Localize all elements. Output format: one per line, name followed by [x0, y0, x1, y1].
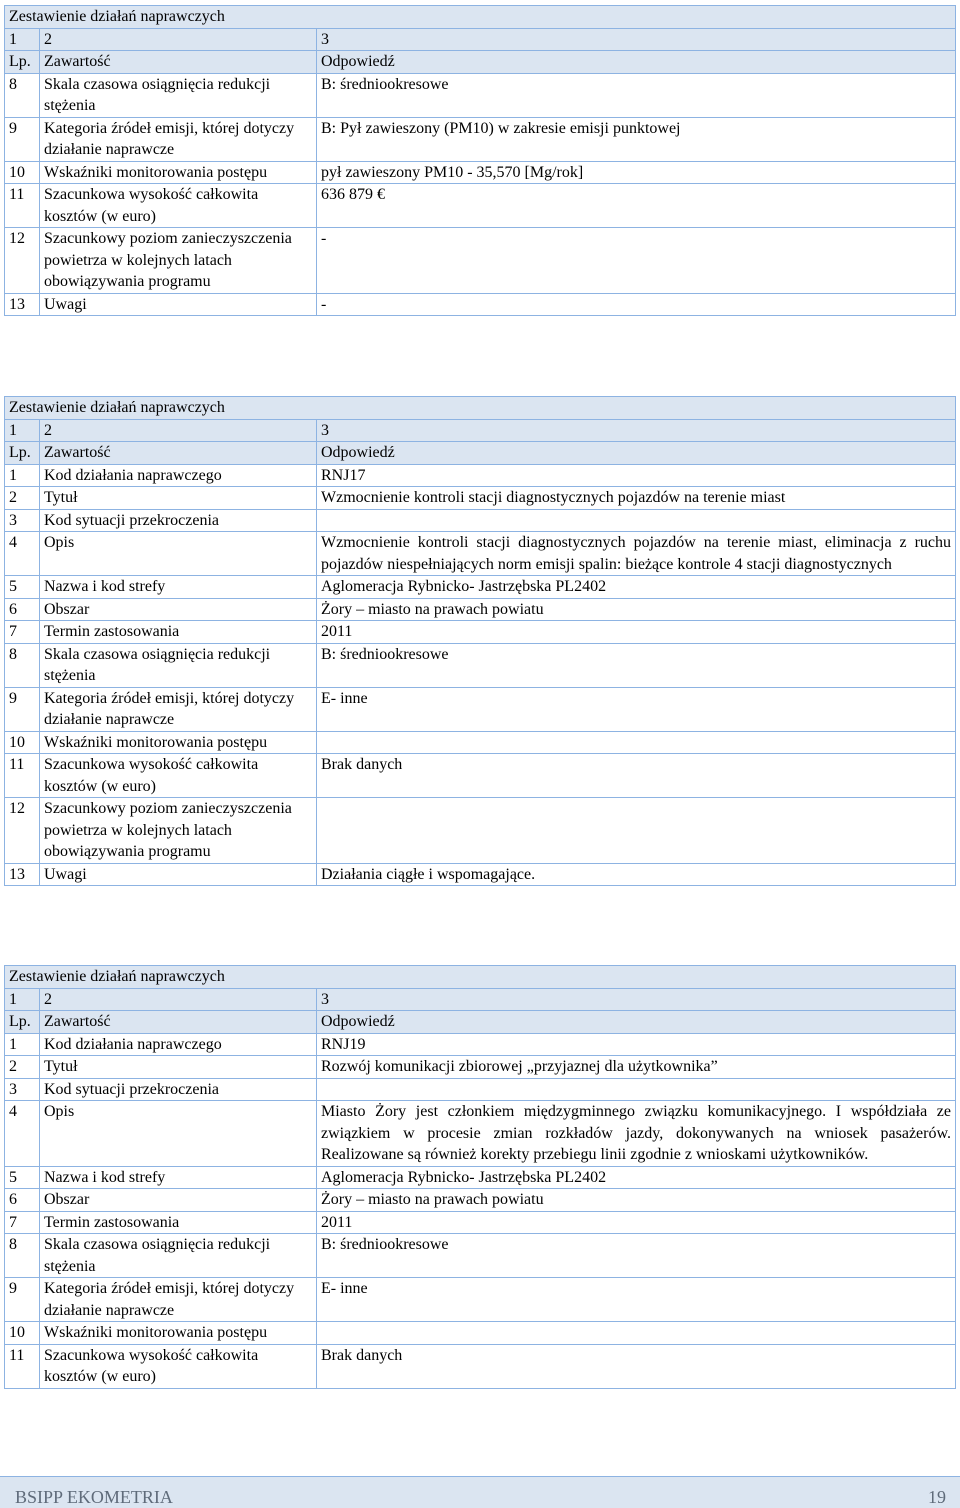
page-number: 19 [928, 1487, 946, 1507]
row-label: Kod działania naprawczego [40, 464, 317, 487]
column-header-content: Zawartość [40, 1011, 317, 1034]
row-number: 11 [5, 754, 40, 798]
table-row [5, 73, 956, 117]
row-label: Szacunkowa wysokość całkowita kosztów (w euro) [40, 184, 317, 228]
row-value: B: Pył zawieszony (PM10) w zakresie emisji punktowej [317, 117, 956, 161]
row-value: Żory – miasto na prawach powiatu [317, 1189, 956, 1212]
row-label: Opis [40, 532, 317, 576]
table-row [5, 228, 956, 294]
table-row [5, 1234, 956, 1278]
row-number: 5 [5, 576, 40, 599]
column-number: 1 [5, 988, 40, 1011]
row-number: 1 [5, 464, 40, 487]
row-label: Nazwa i kod strefy [40, 1166, 317, 1189]
row-number: 12 [5, 798, 40, 864]
table-row [5, 1322, 956, 1345]
row-number: 3 [5, 1078, 40, 1101]
table-row [5, 1211, 956, 1234]
row-label: Uwagi [40, 293, 317, 316]
table-row [5, 509, 956, 532]
row-value: Brak danych [317, 1344, 956, 1388]
column-number: 1 [5, 419, 40, 442]
table-row [5, 161, 956, 184]
actions-table-2 [4, 396, 956, 886]
table-title: Zestawienie działań naprawczych [5, 6, 956, 29]
row-label: Obszar [40, 1189, 317, 1212]
row-number: 12 [5, 228, 40, 294]
table-row [5, 754, 956, 798]
row-number: 1 [5, 1033, 40, 1056]
table-row [5, 576, 956, 599]
row-number: 13 [5, 863, 40, 886]
row-value [317, 509, 956, 532]
column-header-content: Zawartość [40, 51, 317, 74]
column-header-lp: Lp. [5, 1011, 40, 1034]
row-value [317, 1322, 956, 1345]
row-label: Szacunkowy poziom zanieczyszczenia powietrza w kolejnych latach obowiązywania programu [40, 798, 317, 864]
row-number: 5 [5, 1166, 40, 1189]
row-value: Żory – miasto na prawach powiatu [317, 598, 956, 621]
row-number: 8 [5, 1234, 40, 1278]
row-value: B: średniookresowe [317, 1234, 956, 1278]
row-number: 7 [5, 621, 40, 644]
row-label: Kategoria źródeł emisji, której dotyczy działanie naprawcze [40, 687, 317, 731]
row-value: RNJ17 [317, 464, 956, 487]
table-row [5, 464, 956, 487]
table-row [5, 687, 956, 731]
row-value: - [317, 228, 956, 294]
table-row [5, 598, 956, 621]
row-value [317, 798, 956, 864]
column-header-lp: Lp. [5, 442, 40, 465]
row-number: 10 [5, 1322, 40, 1345]
row-label: Tytuł [40, 1056, 317, 1079]
table-row [5, 643, 956, 687]
table-row [5, 1056, 956, 1079]
row-value: - [317, 293, 956, 316]
column-number: 2 [40, 419, 317, 442]
column-header-content: Zawartość [40, 442, 317, 465]
row-value: Rozwój komunikacji zbiorowej „przyjaznej dla użytkownika” [317, 1056, 956, 1079]
row-value: Brak danych [317, 754, 956, 798]
row-label: Uwagi [40, 863, 317, 886]
row-number: 6 [5, 1189, 40, 1212]
column-header-lp: Lp. [5, 51, 40, 74]
row-number: 10 [5, 731, 40, 754]
table-row [5, 1078, 956, 1101]
row-value: Wzmocnienie kontroli stacji diagnostycznych pojazdów na terenie miast, eliminacja z ruchu pojazdów niespełniających norm emisji spalin: bieżące kontrole 4 stacji diagnostycznych [317, 532, 956, 576]
row-label: Nazwa i kod strefy [40, 576, 317, 599]
row-value: E- inne [317, 687, 956, 731]
row-label: Kod działania naprawczego [40, 1033, 317, 1056]
row-value: 2011 [317, 1211, 956, 1234]
table-row [5, 293, 956, 316]
table-row [5, 621, 956, 644]
table-title: Zestawienie działań naprawczych [5, 397, 956, 420]
row-number: 4 [5, 532, 40, 576]
column-number: 1 [5, 28, 40, 51]
row-label: Skala czasowa osiągnięcia redukcji stężenia [40, 1234, 317, 1278]
table-row [5, 1101, 956, 1167]
row-number: 6 [5, 598, 40, 621]
row-label: Termin zastosowania [40, 621, 317, 644]
row-value [317, 731, 956, 754]
row-number: 11 [5, 1344, 40, 1388]
row-number: 4 [5, 1101, 40, 1167]
row-number: 2 [5, 487, 40, 510]
row-label: Opis [40, 1101, 317, 1167]
table-title: Zestawienie działań naprawczych [5, 966, 956, 989]
row-value: RNJ19 [317, 1033, 956, 1056]
column-number: 3 [317, 988, 956, 1011]
row-number: 8 [5, 73, 40, 117]
table-row [5, 117, 956, 161]
row-number: 8 [5, 643, 40, 687]
table-row [5, 487, 956, 510]
table-row [5, 184, 956, 228]
row-value: 2011 [317, 621, 956, 644]
row-value: Aglomeracja Rybnicko- Jastrzębska PL2402 [317, 1166, 956, 1189]
column-header-answer: Odpowiedź [317, 1011, 956, 1034]
row-number: 9 [5, 687, 40, 731]
row-label: Tytuł [40, 487, 317, 510]
table-row [5, 1278, 956, 1322]
row-value: E- inne [317, 1278, 956, 1322]
row-label: Skala czasowa osiągnięcia redukcji stężenia [40, 73, 317, 117]
row-label: Szacunkowa wysokość całkowita kosztów (w euro) [40, 1344, 317, 1388]
table-row [5, 1189, 956, 1212]
row-label: Kod sytuacji przekroczenia [40, 1078, 317, 1101]
row-label: Szacunkowy poziom zanieczyszczenia powietrza w kolejnych latach obowiązywania programu [40, 228, 317, 294]
row-value: pył zawieszony PM10 - 35,570 [Mg/rok] [317, 161, 956, 184]
page-footer [0, 1476, 960, 1508]
column-number: 3 [317, 28, 956, 51]
row-value: B: średniookresowe [317, 643, 956, 687]
table-row [5, 1166, 956, 1189]
column-number: 3 [317, 419, 956, 442]
table-row [5, 1344, 956, 1388]
row-value: Miasto Żory jest członkiem międzygminnego związku komunikacyjnego. I współdziała ze związkiem w procesie zmian rozkładów jazdy, dokonywanych na wniosek pasażerów. Realizowane są również korekty przebiegu linii zgodnie z wnioskami użytkowników. [317, 1101, 956, 1167]
table-row [5, 863, 956, 886]
table-row [5, 532, 956, 576]
row-label: Kod sytuacji przekroczenia [40, 509, 317, 532]
actions-table-3 [4, 965, 956, 1389]
row-number: 7 [5, 1211, 40, 1234]
table-row [5, 731, 956, 754]
column-header-answer: Odpowiedź [317, 51, 956, 74]
column-number: 2 [40, 988, 317, 1011]
row-number: 3 [5, 509, 40, 532]
row-number: 13 [5, 293, 40, 316]
row-label: Kategoria źródeł emisji, której dotyczy działanie naprawcze [40, 117, 317, 161]
row-number: 9 [5, 117, 40, 161]
row-number: 9 [5, 1278, 40, 1322]
row-value: 636 879 € [317, 184, 956, 228]
actions-table-1 [4, 5, 956, 316]
row-value: Aglomeracja Rybnicko- Jastrzębska PL2402 [317, 576, 956, 599]
row-label: Obszar [40, 598, 317, 621]
row-value [317, 1078, 956, 1101]
row-label: Termin zastosowania [40, 1211, 317, 1234]
row-label: Wskaźniki monitorowania postępu [40, 161, 317, 184]
column-number: 2 [40, 28, 317, 51]
table-row [5, 798, 956, 864]
row-label: Kategoria źródeł emisji, której dotyczy działanie naprawcze [40, 1278, 317, 1322]
row-label: Szacunkowa wysokość całkowita kosztów (w euro) [40, 754, 317, 798]
footer-company: BSIPP EKOMETRIA [15, 1487, 173, 1507]
row-number: 2 [5, 1056, 40, 1079]
row-label: Wskaźniki monitorowania postępu [40, 731, 317, 754]
row-label: Skala czasowa osiągnięcia redukcji stężenia [40, 643, 317, 687]
row-number: 11 [5, 184, 40, 228]
row-label: Wskaźniki monitorowania postępu [40, 1322, 317, 1345]
row-value: B: średniookresowe [317, 73, 956, 117]
table-row [5, 1033, 956, 1056]
row-number: 10 [5, 161, 40, 184]
column-header-answer: Odpowiedź [317, 442, 956, 465]
row-value: Działania ciągłe i wspomagające. [317, 863, 956, 886]
row-value: Wzmocnienie kontroli stacji diagnostycznych pojazdów na terenie miast [317, 487, 956, 510]
